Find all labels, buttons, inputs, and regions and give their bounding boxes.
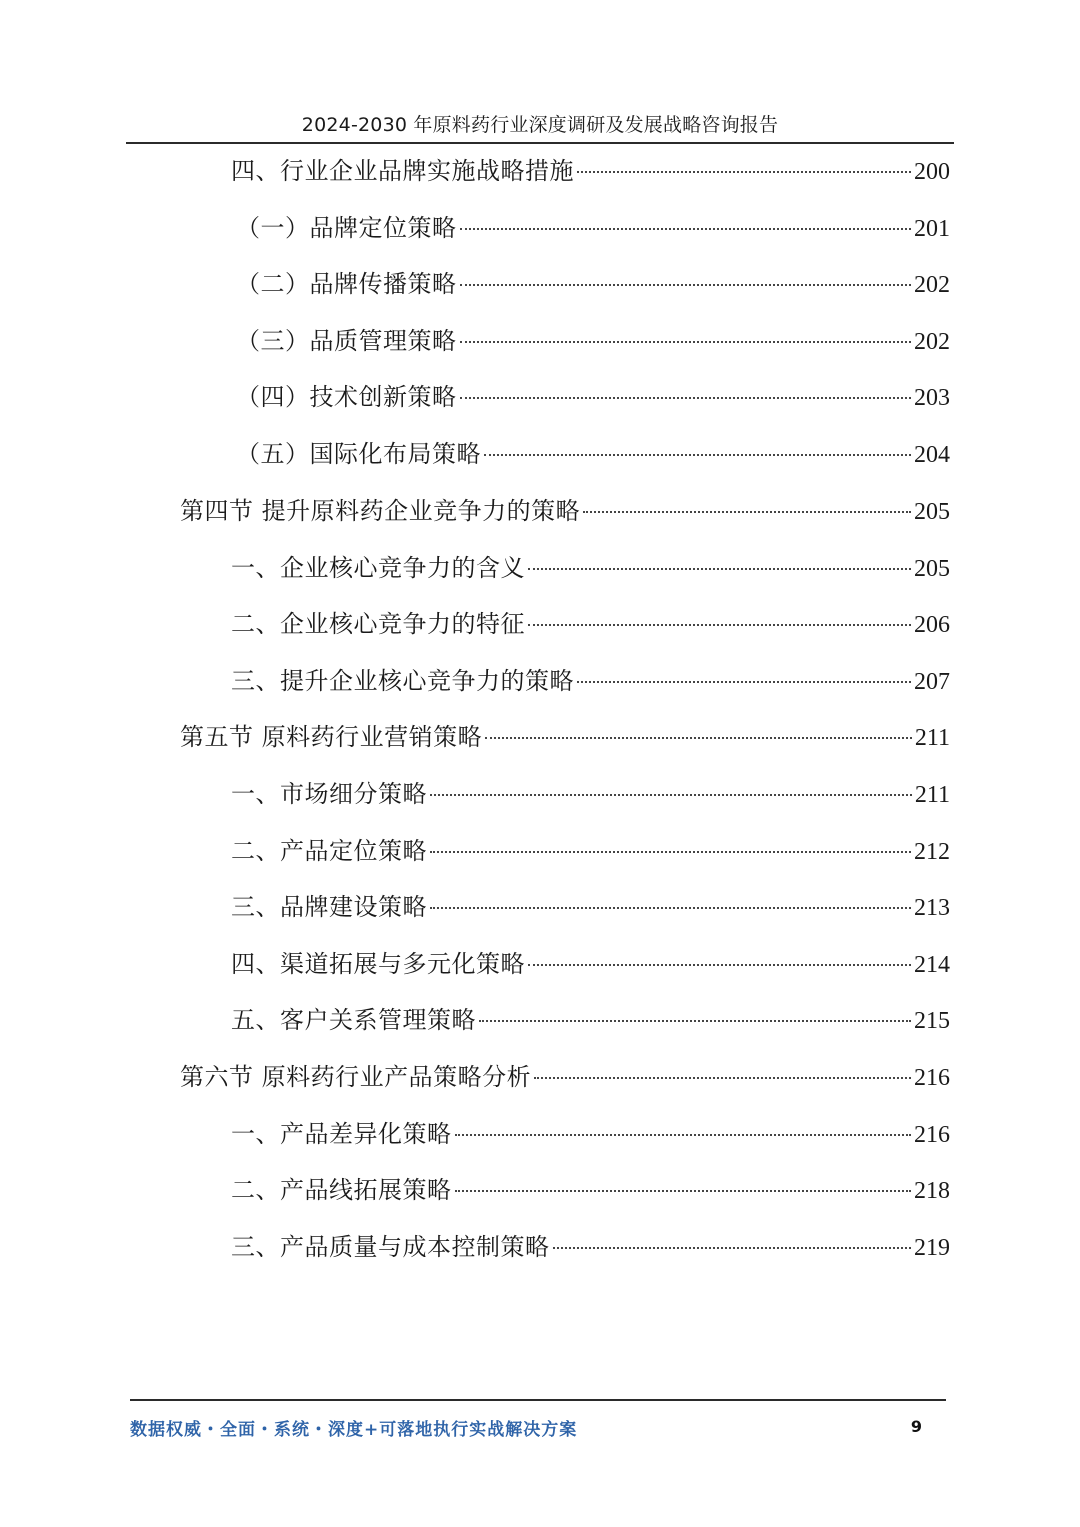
toc-entry[interactable] xyxy=(231,887,950,927)
toc-entry-page: 218 xyxy=(914,1178,950,1204)
toc-entry-label: 四、渠道拓展与多元化策略 xyxy=(231,950,525,978)
toc-dot-leader xyxy=(583,511,911,513)
toc-dot-leader xyxy=(455,1134,912,1136)
toc-entry[interactable] xyxy=(231,1000,950,1040)
toc-entry-label: （四）技术创新策略 xyxy=(236,383,457,411)
toc-entry-page: 214 xyxy=(914,952,950,978)
toc-entry-label: 三、提升企业核心竞争力的策略 xyxy=(231,667,574,695)
toc-dot-leader xyxy=(577,681,911,683)
toc-entry[interactable] xyxy=(231,1114,950,1154)
toc-entry-page: 203 xyxy=(914,385,950,411)
toc-entry-label: 一、企业核心竞争力的含义 xyxy=(231,554,525,582)
toc-entry-label: 二、企业核心竞争力的特征 xyxy=(231,610,525,638)
toc-dot-leader xyxy=(455,1190,912,1192)
toc-entry[interactable] xyxy=(231,944,950,984)
toc-entry[interactable] xyxy=(231,1227,950,1267)
page-header xyxy=(126,108,954,144)
toc-entry-label: 五、客户关系管理策略 xyxy=(231,1006,476,1034)
toc-dot-leader xyxy=(430,794,912,796)
toc-entry-page: 200 xyxy=(914,159,950,185)
toc-entry[interactable] xyxy=(236,434,950,474)
toc-entry-page: 205 xyxy=(914,499,950,525)
toc-entry-label: 一、产品差异化策略 xyxy=(231,1120,452,1148)
toc-entry-label: （三）品质管理策略 xyxy=(236,327,457,355)
toc-entry-page: 211 xyxy=(914,782,950,808)
toc-dot-leader xyxy=(460,397,912,399)
toc-dot-leader xyxy=(528,568,911,570)
toc-dot-leader xyxy=(534,1077,911,1079)
toc-entry-page: 215 xyxy=(914,1008,950,1034)
toc-entry[interactable] xyxy=(231,604,950,644)
toc-entry-label: 二、产品线拓展策略 xyxy=(231,1176,452,1204)
toc-dot-leader xyxy=(485,737,912,739)
toc-dot-leader xyxy=(528,624,911,626)
toc-entry-page: 216 xyxy=(914,1122,950,1148)
toc-entry-label: 第四节 提升原料药企业竞争力的策略 xyxy=(180,497,581,525)
toc-entry-page: 205 xyxy=(914,556,950,582)
toc-entry-page: 213 xyxy=(914,895,950,921)
toc-entry-page: 207 xyxy=(914,669,950,695)
toc-entry[interactable] xyxy=(231,661,950,701)
toc-dot-leader xyxy=(484,454,911,456)
toc-entry[interactable] xyxy=(231,151,950,191)
toc-dot-leader xyxy=(479,1020,911,1022)
toc-entry[interactable] xyxy=(231,1170,950,1210)
toc-dot-leader xyxy=(528,964,911,966)
toc-entry[interactable] xyxy=(236,208,950,248)
report-title: 2024-2030 年原料药行业深度调研及发展战略咨询报告 xyxy=(301,114,779,136)
page-footer xyxy=(130,1399,946,1440)
toc-entry[interactable] xyxy=(180,717,950,757)
toc-entry[interactable] xyxy=(231,548,950,588)
toc-entry[interactable] xyxy=(231,831,950,871)
toc-entry-page: 219 xyxy=(914,1235,950,1261)
toc-entry-label: 第五节 原料药行业营销策略 xyxy=(180,723,483,751)
toc-entry-label: 三、产品质量与成本控制策略 xyxy=(231,1233,550,1261)
toc-entry[interactable] xyxy=(180,491,950,531)
toc-entry-page: 204 xyxy=(914,442,950,468)
toc-entry-page: 206 xyxy=(914,612,950,638)
toc-entry-page: 212 xyxy=(914,839,950,865)
toc-entry[interactable] xyxy=(236,264,950,304)
toc-entry[interactable] xyxy=(236,377,950,417)
toc-entry-label: 第六节 原料药行业产品策略分析 xyxy=(180,1063,532,1091)
toc-dot-leader xyxy=(553,1247,912,1249)
toc-entry-label: （五）国际化布局策略 xyxy=(236,440,481,468)
toc-entry-label: （一）品牌定位策略 xyxy=(236,214,457,242)
toc-dot-leader xyxy=(577,171,911,173)
toc-entry-page: 211 xyxy=(914,725,950,751)
toc-entry-page: 202 xyxy=(914,329,950,355)
toc-entry-page: 216 xyxy=(914,1065,950,1091)
toc-entry-label: 四、行业企业品牌实施战略措施 xyxy=(231,157,574,185)
toc-dot-leader xyxy=(460,284,912,286)
toc-entry-page: 201 xyxy=(914,216,950,242)
footer-page-number: 9 xyxy=(910,1417,922,1436)
toc-entry[interactable] xyxy=(236,321,950,361)
toc-entry-label: 二、产品定位策略 xyxy=(231,837,427,865)
toc-dot-leader xyxy=(430,851,911,853)
toc-entry[interactable] xyxy=(231,774,950,814)
toc-dot-leader xyxy=(430,907,911,909)
toc-entry[interactable] xyxy=(180,1057,950,1097)
toc-entry-label: 一、市场细分策略 xyxy=(231,780,427,808)
toc-entry-label: （二）品牌传播策略 xyxy=(236,270,457,298)
footer-slogan: 数据权威・全面・系统・深度+可落地执行实战解决方案 xyxy=(130,1420,578,1440)
toc-dot-leader xyxy=(460,228,912,230)
toc-entry-label: 三、品牌建设策略 xyxy=(231,893,427,921)
toc-entry-page: 202 xyxy=(914,272,950,298)
toc-dot-leader xyxy=(460,341,912,343)
